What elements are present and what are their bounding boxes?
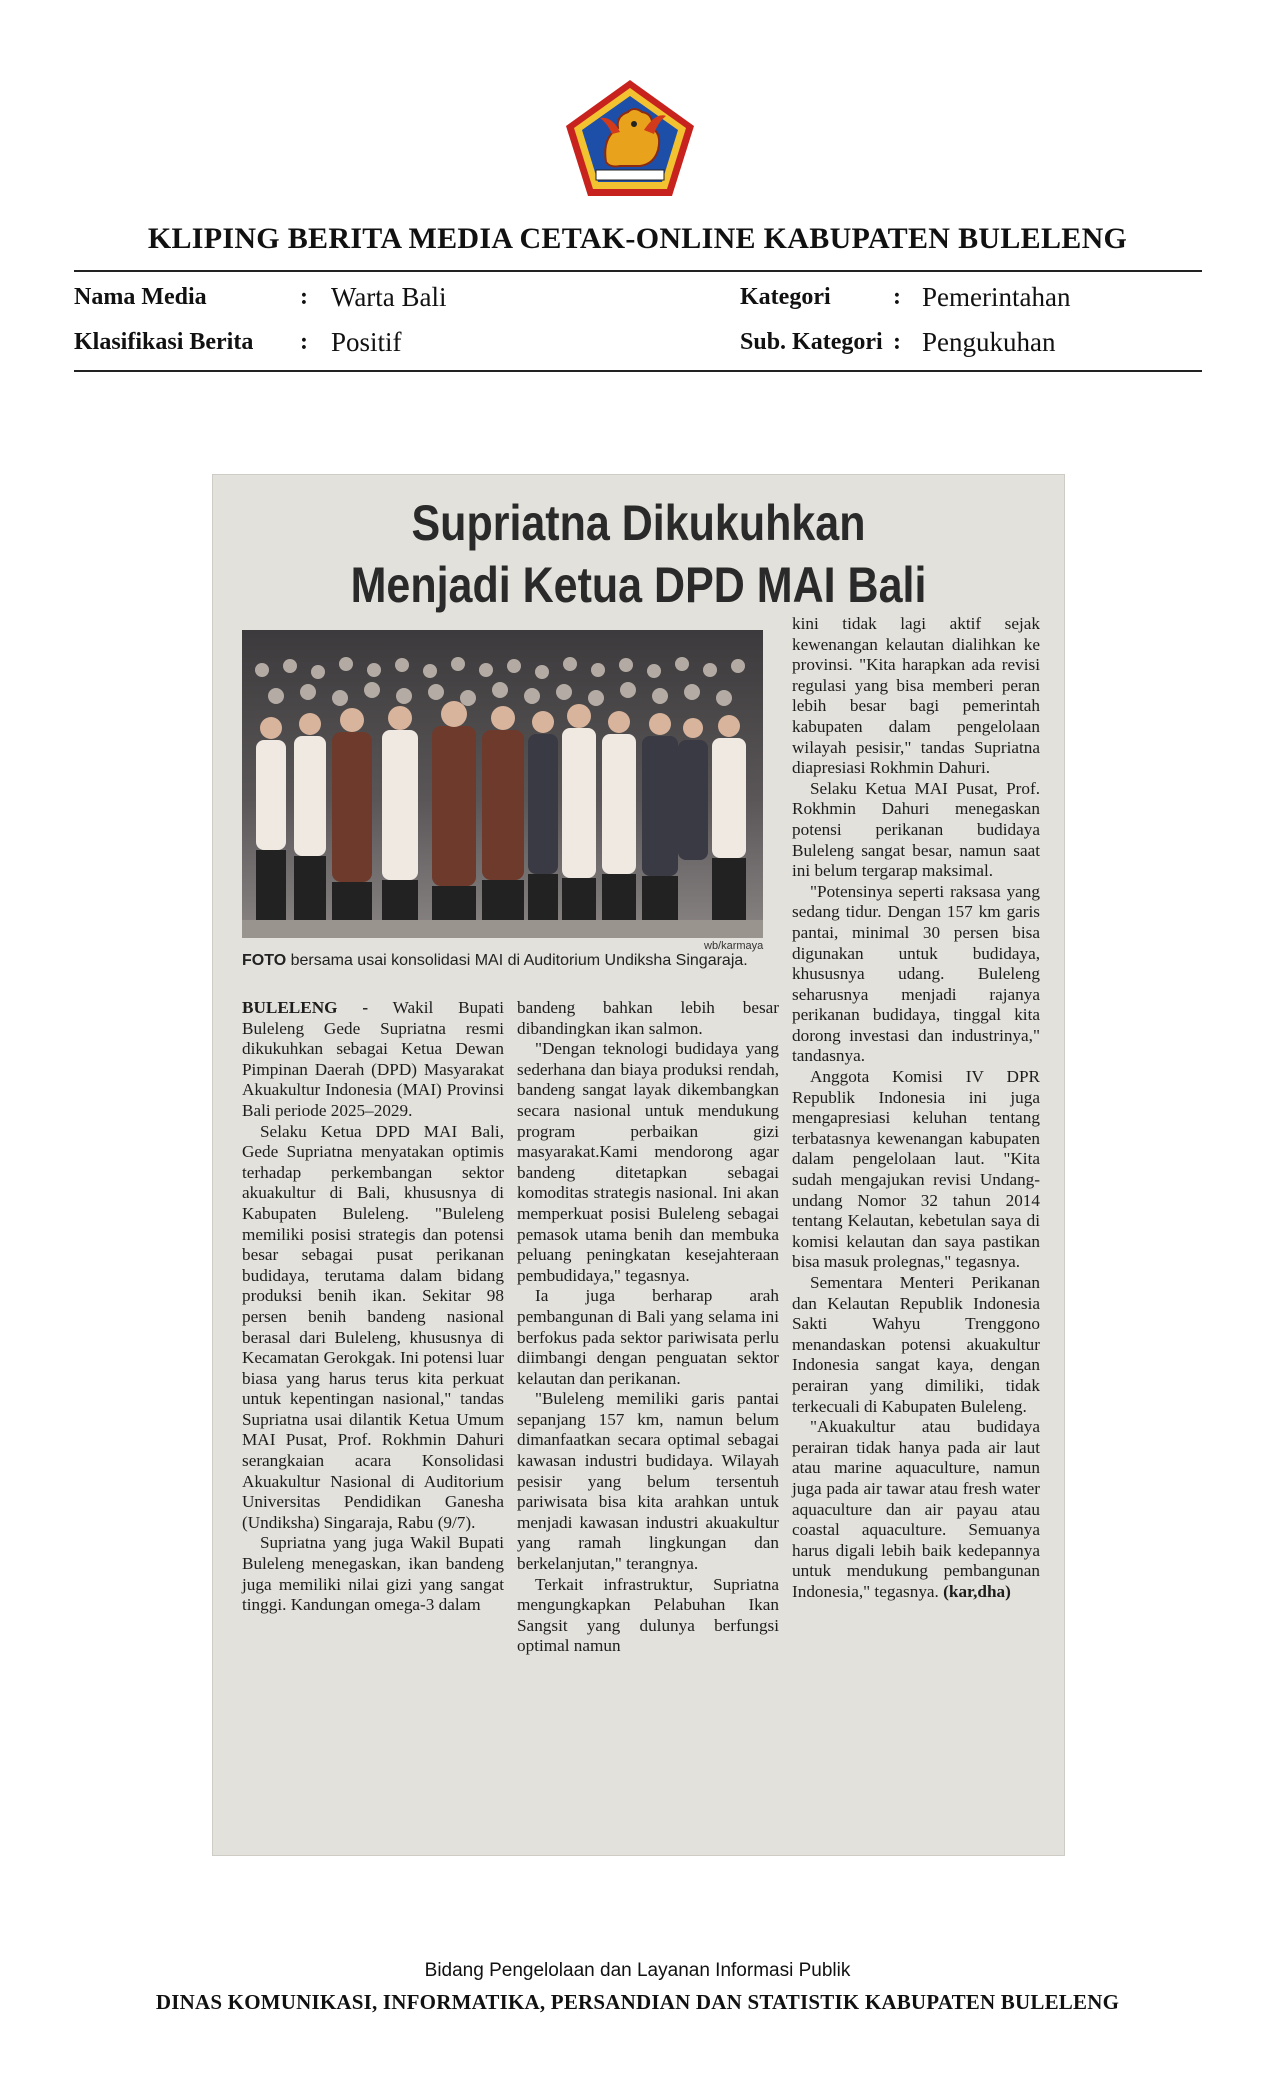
- media-colon: :: [300, 284, 308, 310]
- header-divider-bottom: [74, 370, 1202, 372]
- paragraph: "Potensinya seperti raksasa yang sedang tidur. Dengan 157 km garis pantai, minimal 30 persen bisa digunakan untuk budidaya, khususnya udang. Buleleng seharusnya menjadi rajanya perikanan budidaya, tinggal kita dorong investasi dan industrinya," tandasnya.: [792, 881, 1040, 1066]
- paragraph: Selaku Ketua DPD MAI Bali, Gede Supriatna menyatakan optimis terhadap perkembangan sektor akuakultur di Bali, khususnya di Kabupaten Buleleng. "Buleleng memiliki posisi strategis dan potensi besar sebagai pusat perikanan budidaya, terutama dalam bidang produksi benih ikan. Sekitar 98 persen benih bandeng nasional berasal dari Buleleng, khususnya di Kecamatan Gerokgak. Ini potensi luar biasa yang harus terus kita perkuat untuk kepentingan nasional," tandas Supriatna usai dilantik Ketua Umum MAI Pusat, Prof. Rokhmin Dahuri serangkaian acara Konsolidasi Akuakultur Nasional di Auditorium Universitas Pendidikan Ganesha (Undiksha) Singaraja, Rabu (9/7).: [242, 1121, 505, 1532]
- paragraph: Terkait infrastruktur, Supriatna mengungkapkan Pelabuhan Ikan Sangsit yang dulunya berfungsi optimal namun: [517, 1574, 779, 1656]
- paragraph: "Dengan teknologi budidaya yang sederhana dan biaya produksi rendah, bandeng sangat layak dikembangkan secara nasional untuk mendukung program perbaikan gizi masyarakat.Kami mendorong agar bandeng ditetapkan sebagai komoditas strategis nasional. Ini akan memperkuat posisi Buleleng sebagai pemasok utama benih dan membuka peluang peningkatan kesejahteraan pembudidaya," tegasnya.: [517, 1039, 779, 1285]
- dateline: BULELENG -: [242, 998, 369, 1017]
- category-value: Pemerintahan: [922, 282, 1071, 312]
- paragraph: "Buleleng memiliki garis pantai sepanjang 157 km, namun belum dimanfaatkan secara optimal sebagai kawasan industri budidaya. Wilayah pesisir yang belum tersentuh pariwisata bisa kita arahkan untuk menjadi kawasan industri akuakultur yang ramah lingkungan dan berkelanjutan," terangnya.: [517, 1389, 779, 1574]
- classification-label: Klasifikasi Berita: [74, 329, 254, 355]
- classification-colon: :: [300, 329, 308, 355]
- paragraph: [792, 1417, 1040, 1602]
- paragraph: Anggota Komisi IV DPR Republik Indonesia ini juga mengapresiasi keluhan tentang terbatasnya kewenangan kabupaten dalam pengelolaan laut. "Kita sudah mengajukan revisi Undang-undang Nomor 32 tahun 2014 tentang Kelautan, kebetulan saya di komisi kelautan dan saya pastikan bisa masuk prolegnas," tegasnya.: [792, 1067, 1040, 1272]
- headline-line-2: Menjadi Ketua DPD MAI Bali: [350, 557, 927, 613]
- group-photo: [242, 630, 763, 938]
- paragraph: Sementara Menteri Perikanan dan Kelautan Republik Indonesia Sakti Wahyu Trenggono menandaskan potensi akuakultur Indonesia sangat kaya, dengan perairan yang dimiliki, tidak terkecuali di Kabupaten Buleleng.: [792, 1273, 1040, 1416]
- paragraph-text: Wakil Bupati Buleleng Gede Supriatna resmi dikukuhkan sebagai Ketua Dewan Pimpinan Daerah (DPD) Masyarakat Akuakultur Indonesia (MAI) Provinsi Bali periode 2025–2029.: [242, 998, 504, 1120]
- caption-prefix: FOTO: [242, 952, 287, 969]
- paragraph: bandeng bahkan lebih besar dibandingkan ikan salmon.: [517, 998, 779, 1038]
- article-column-1: [242, 998, 504, 1616]
- subcategory-value: Pengukuhan: [922, 327, 1056, 357]
- buleleng-emblem-logo: [562, 76, 698, 200]
- paragraph: Supriatna yang juga Wakil Bupati Buleleng menegaskan, ikan bandeng juga memiliki nilai gizi yang sangat tinggi. Kandungan omega-3 dalam: [242, 1533, 504, 1615]
- category-colon: :: [893, 284, 901, 310]
- page-title: KLIPING BERITA MEDIA CETAK-ONLINE KABUPATEN BULELENG: [147, 222, 1128, 255]
- header-divider-top: [74, 270, 1202, 272]
- paragraph: Ia juga berharap arah pembangunan di Bali yang selama ini berfokus pada sektor pariwisata perlu diimbangi dengan penguatan sektor kelautan dan perikanan.: [517, 1286, 779, 1388]
- media-label: Nama Media: [74, 284, 207, 310]
- category-label: Kategori: [740, 284, 831, 310]
- newspaper-clipping: [212, 474, 1065, 1856]
- photo-caption: [242, 952, 772, 970]
- author-signature: (kar,dha): [943, 1581, 1011, 1601]
- photo-credit: wb/karmaya: [704, 940, 764, 952]
- paragraph: Selaku Ketua MAI Pusat, Prof. Rokhmin Dahuri menegaskan potensi perikanan budidaya Buleleng sangat besar, namun saat ini belum tergarap maksimal.: [792, 778, 1040, 881]
- article-column-2: [517, 998, 779, 1657]
- media-value: Warta Bali: [331, 282, 447, 312]
- subcategory-colon: :: [893, 329, 901, 355]
- paragraph: kini tidak lagi aktif sejak kewenangan kelautan dialihkan ke provinsi. "Kita harapkan ada revisi regulasi yang bisa memberi peran lebih besar bagi pemerintah kabupaten dalam pengelolaan wilayah pesisir," tandas Supriatna diapresiasi Rokhmin Dahuri.: [792, 614, 1040, 778]
- subcategory-label: Sub. Kategori: [740, 329, 883, 355]
- headline-line-1: Supriatna Dikukuhkan: [411, 495, 866, 551]
- caption-text: bersama usai konsolidasi MAI di Auditorium Undiksha Singaraja.: [286, 952, 748, 969]
- footer-division: Bidang Pengelolaan dan Layanan Informasi Publik: [424, 1960, 851, 1981]
- footer-agency: DINAS KOMUNIKASI, INFORMATIKA, PERSANDIAN DAN STATISTIK KABUPATEN BULELENG: [155, 1990, 1120, 2014]
- article-column-3: [792, 614, 1040, 1603]
- paragraph-text: "Akuakultur atau budidaya perairan tidak hanya pada air laut atau marine aquaculture, namun juga pada air tawar atau fresh water aquaculture dan air payau atau coastal aquaculture. Semuanya harus digali lebih baik kedepannya untuk mendukung pembangunan Indonesia," tegasnya.: [792, 1417, 1040, 1601]
- paragraph: [242, 998, 504, 1122]
- classification-value: Positif: [331, 327, 402, 357]
